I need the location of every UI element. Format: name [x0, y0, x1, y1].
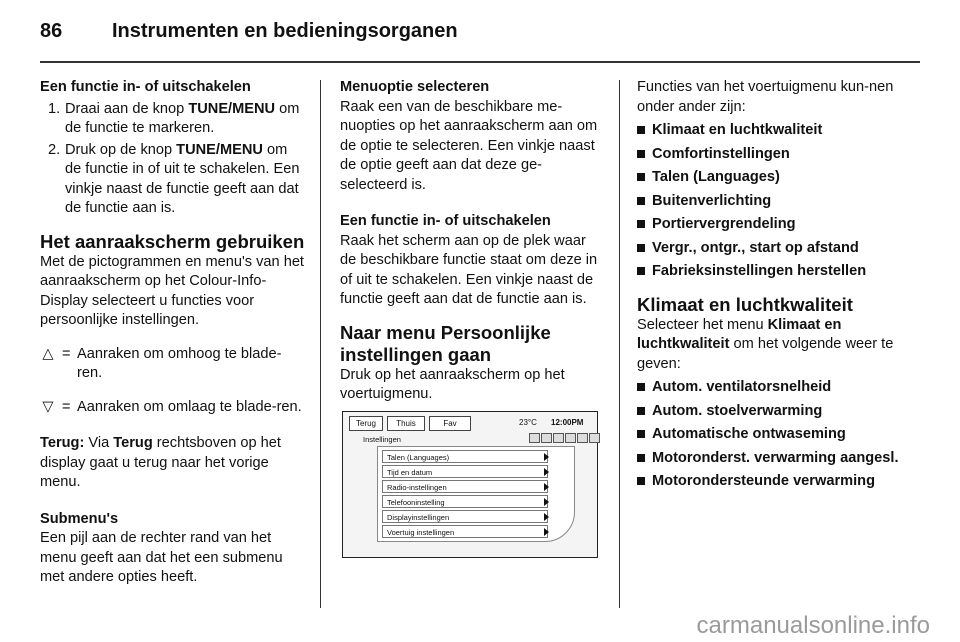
menu-row: [382, 525, 548, 538]
climate-list: [637, 378, 905, 492]
list-item-label: Fabrieksinstellingen herstellen: [652, 263, 867, 279]
tab-thuis: Thuis: [387, 416, 425, 431]
step-text: om de functie in of uit te schakelen. Een vinkje naast de functie geeft aan dat de functie aan is.: [65, 141, 300, 216]
section-subheading: Een functie in- of uitschakelen: [40, 79, 251, 95]
menu-row: [382, 510, 548, 523]
equals-sign: =: [62, 345, 71, 362]
climate-heading: Klimaat en luchtkwaliteit: [637, 293, 853, 315]
list-item: [637, 402, 905, 422]
step-number: 2.: [48, 141, 61, 158]
definition-text: Aanraken om omhoog te blade-ren.: [77, 345, 282, 381]
bullet-icon: [637, 126, 645, 134]
list-item-label: Automatische ontwaseming: [652, 426, 846, 442]
vehicle-menu-intro: Functies van het voertuigmenu kun-nen onder ander zijn:: [637, 79, 894, 115]
bullet-icon: [637, 430, 645, 438]
column-divider-1: [320, 80, 321, 608]
menu-row: [382, 465, 548, 478]
definition-text: Aanraken om omlaag te blade-ren.: [77, 398, 302, 415]
vehicle-menu-list: [637, 121, 905, 282]
tab-fav: Fav: [429, 416, 471, 431]
list-item-label: Vergr., ontgr., start op afstand: [652, 239, 859, 256]
watermark: carmanualsonline.info: [696, 612, 930, 639]
list-item-label: Portiervergrendeling: [652, 216, 796, 232]
list-item: [637, 378, 905, 398]
menu-row: [382, 450, 548, 463]
list-item: [637, 168, 905, 188]
bullet-icon: [637, 150, 645, 158]
list-item-label: Comfortinstellingen: [652, 145, 790, 162]
menu-row-label: Displayinstellingen: [387, 513, 450, 522]
status-icon: [541, 433, 552, 443]
steps-list: [40, 100, 305, 219]
bullet-icon: [637, 383, 645, 391]
bullet-icon: [637, 454, 645, 462]
definition-up: [40, 345, 305, 384]
section-heading: Het aanraakscherm gebruiken: [40, 230, 305, 252]
list-item: [637, 239, 905, 259]
status-icon: [589, 433, 600, 443]
list-item: [637, 215, 905, 235]
step-item: [40, 141, 305, 219]
status-icon: [529, 433, 540, 443]
climate-text: Selecteer het menu: [637, 316, 768, 333]
status-icon: [577, 433, 588, 443]
menu-option-paragraph: Raak een van de beschikbare me-nuopties op het aanraakscherm aan om de optie te selecteren. Een vinkje naast de optie geeft aan dat deze ge-selecteerd is.: [340, 98, 598, 193]
step-number: 1.: [48, 100, 61, 117]
list-item-label: Motoronderst. verwarming aangesl.: [652, 449, 899, 466]
climate-paragraph: [637, 316, 905, 375]
list-item-label: Motorondersteunde verwarming: [652, 473, 875, 489]
settings-paragraph: Druk op het aanraakscherm op het voertuigmenu.: [340, 366, 565, 402]
list-item: [637, 472, 905, 492]
terug-paragraph: [40, 434, 305, 493]
list-item: [637, 145, 905, 165]
chevron-right-icon: [544, 498, 549, 506]
terug-key: Terug: [113, 435, 153, 451]
list-item: [637, 192, 905, 212]
list-item: [637, 425, 905, 445]
list-item-label: Autom. ventilatorsnelheid: [652, 379, 832, 395]
bullet-icon: [637, 220, 645, 228]
menu-row-label: Voertuig instellingen: [387, 528, 455, 537]
bullet-icon: [637, 197, 645, 205]
bullet-icon: [637, 267, 645, 275]
page-header: [40, 20, 458, 43]
page-number: 86: [40, 20, 63, 42]
list-item: [637, 262, 905, 282]
list-item: [637, 449, 905, 469]
menu-option-subheading: Menuoptie selecteren: [340, 79, 490, 95]
toggle-paragraph: Raak het scherm aan op de plek waar de beschikbare functie staat om deze in of uit te schakelen. Een vinkje naast de functie geeft aan dat de functie aan is.: [340, 232, 598, 307]
settings-screen-illustration: [342, 411, 598, 558]
settings-heading: Naar menu Persoonlijke instellingen gaan: [340, 321, 551, 365]
bullet-icon: [637, 244, 645, 252]
definition-down: [40, 398, 305, 418]
bullet-icon: [637, 477, 645, 485]
menu-row-label: Tijd en datum: [387, 468, 433, 477]
page-title: Instrumenten en bedieningsorganen: [112, 20, 458, 42]
terug-text: Via: [84, 435, 114, 451]
list-item: [637, 121, 905, 141]
bullet-icon: [637, 407, 645, 415]
step-text: om de functie te markeren.: [65, 100, 300, 136]
column-divider-2: [619, 80, 620, 608]
scroll-up-icon: △: [42, 345, 54, 362]
list-item-label: Buitenverlichting: [652, 192, 772, 209]
chevron-right-icon: [544, 513, 549, 521]
chevron-right-icon: [544, 483, 549, 491]
list-item-label: Autom. stoelverwarming: [652, 402, 823, 419]
submenu-heading: Submenu's: [40, 510, 119, 527]
toggle-subheading: Een functie in- of uitschakelen: [340, 213, 551, 229]
step-item: [40, 100, 305, 139]
screen-title: Instellingen: [363, 435, 401, 444]
list-item-label: Klimaat en luchtkwaliteit: [652, 122, 823, 138]
scroll-down-icon: ▽: [42, 398, 54, 415]
menu-row: [382, 480, 548, 493]
menu-row: [382, 495, 548, 508]
step-key: TUNE/MENU: [176, 141, 263, 158]
status-icons: [529, 433, 600, 443]
chevron-right-icon: [544, 468, 549, 476]
header-rule: [40, 61, 920, 63]
bullet-icon: [637, 173, 645, 181]
equals-sign: =: [62, 398, 71, 415]
step-text: Druk op de knop: [65, 141, 177, 158]
status-icon: [553, 433, 564, 443]
climate-menu-name: Klimaat en luchtkwaliteit: [637, 316, 842, 352]
terug-text: rechtsboven op het display gaat u terug naar het vorige menu.: [40, 435, 281, 490]
menu-panel: [377, 446, 575, 542]
list-item-label: Talen (Languages): [652, 169, 780, 185]
chevron-right-icon: [544, 453, 549, 461]
submenu-paragraph: Een pijl aan de rechter rand van het menu geeft aan dat het een submenu met andere opties heeft.: [40, 530, 283, 585]
terug-label: Terug:: [40, 435, 85, 451]
intro-paragraph: Met de pictogrammen en menu's van het aanraakscherm op het Colour-Info-Display selecteert u functies voor persoonlijke instellingen.: [40, 253, 304, 328]
status-icon: [565, 433, 576, 443]
temperature-readout: 23°C: [519, 418, 537, 427]
step-key: TUNE/MENU: [188, 100, 276, 117]
tab-terug: Terug: [349, 416, 383, 431]
menu-row-label: Radio-instellingen: [387, 483, 447, 492]
column-1: [40, 78, 305, 588]
column-3: [637, 78, 905, 492]
clock-readout: 12:00PM: [551, 418, 584, 427]
column-2: [340, 78, 602, 405]
chevron-right-icon: [544, 528, 549, 536]
step-text: Draai aan de knop: [65, 100, 189, 117]
menu-row-label: Telefooninstelling: [387, 498, 445, 507]
menu-row-label: Talen (Languages): [387, 453, 450, 462]
climate-text: om het volgende weer te geven:: [637, 336, 894, 372]
